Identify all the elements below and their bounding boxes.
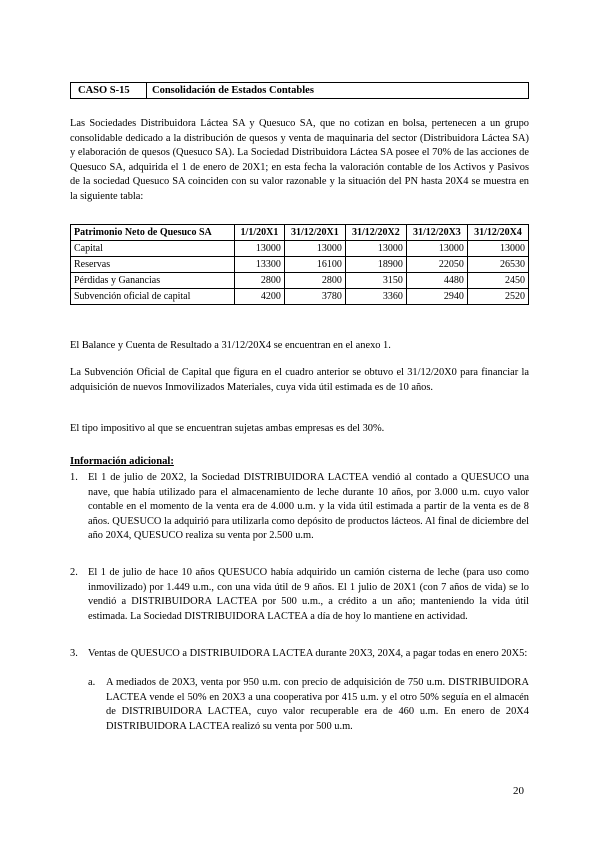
table-cell: 13000 <box>284 241 345 257</box>
table-cell: 13000 <box>235 241 285 257</box>
table-cell: 2800 <box>235 273 285 289</box>
table-cell: 2450 <box>467 273 528 289</box>
sub-list-item <box>88 676 529 734</box>
table-cell: Subvención oficial de capital <box>71 289 235 305</box>
table-cell: 2800 <box>284 273 345 289</box>
table-cell: 13000 <box>406 241 467 257</box>
table-cell: 13000 <box>345 241 406 257</box>
table-header: 31/12/20X3 <box>406 225 467 241</box>
list-marker: 3. <box>70 648 78 659</box>
table-cell: 3360 <box>345 289 406 305</box>
sub-list-marker: a. <box>88 677 96 688</box>
table-header-row <box>71 225 529 241</box>
table-row <box>71 241 529 257</box>
list-marker: 1. <box>70 472 78 483</box>
table-cell: 2520 <box>467 289 528 305</box>
table-row <box>71 289 529 305</box>
table-cell: 13000 <box>467 241 528 257</box>
additional-info-heading: Información adicional: <box>70 456 174 467</box>
case-title: Consolidación de Estados Contables <box>152 85 314 96</box>
tax-rate-paragraph: El tipo impositivo al que se encuentran sujetas ambas empresas es del 30%. <box>70 423 385 434</box>
subvencion-paragraph: La Subvención Oficial de Capital que figura en el cuadro anterior se obtuvo el 31/12/20X0 para financiar la adquisición de nuevos Inmovilizados Materiales, cuya vida útil estimada es de 10 años. <box>70 367 529 393</box>
table-header: 31/12/20X4 <box>467 225 528 241</box>
table-cell: 3780 <box>284 289 345 305</box>
table-cell: 3150 <box>345 273 406 289</box>
table-cell: 4480 <box>406 273 467 289</box>
list-item <box>70 566 529 624</box>
case-code: CASO S-15 <box>71 83 147 98</box>
table-cell: 22050 <box>406 257 467 273</box>
list-item-text: El 1 de julio de hace 10 años QUESUCO había adquirido un camión cisterna de leche (para uso como inmovilizado) por 1.449 u.m., con una vida útil de 9 años. El 1 julio de 20X1 (con 7 años de vida) se lo vendió a DISTRIBUIDORA LACTEA por 500 u.m., a crédito a un año; manteniendo la vida útil estimada. La Sociedad DISTRIBUIDORA LACTEA a día de hoy lo mantiene en actividad. <box>88 567 529 622</box>
page-number: 20 <box>513 785 524 797</box>
case-header <box>70 82 529 99</box>
list-item <box>70 647 529 662</box>
table-cell: 4200 <box>235 289 285 305</box>
table-header: 1/1/20X1 <box>235 225 285 241</box>
table-cell: Reservas <box>71 257 235 273</box>
list-item-text: Ventas de QUESUCO a DISTRIBUIDORA LACTEA durante 20X3, 20X4, a pagar todas en enero 20X5: <box>88 648 528 659</box>
table-cell: Pérdidas y Ganancias <box>71 273 235 289</box>
table-cell: Capital <box>71 241 235 257</box>
table-cell: 2940 <box>406 289 467 305</box>
sub-list-item-text: A mediados de 20X3, venta por 950 u.m. con precio de adquisición de 750 u.m. DISTRIBUIDORA LACTEA vende el 50% en 20X3 a una cooperativa por 415 u.m. y el otro 50% seguía en el almacén de DISTRIBUIDORA LACTEA, cuyo valor recuperable era de 460 u.m. En enero de 20X4 DISTRIBUIDORA LACTEA realizó su venta por 500 u.m. <box>106 677 529 732</box>
table-header: 31/12/20X2 <box>345 225 406 241</box>
table-header: 31/12/20X1 <box>284 225 345 241</box>
table-row <box>71 273 529 289</box>
balance-paragraph: El Balance y Cuenta de Resultado a 31/12/20X4 se encuentran en el anexo 1. <box>70 340 391 351</box>
list-marker: 2. <box>70 567 78 578</box>
list-item <box>70 471 529 544</box>
intro-paragraph: Las Sociedades Distribuidora Láctea SA y Quesuco SA, que no cotizan en bolsa, pertenecen a un grupo consolidable dedicado a la distribución de quesos y venta de maquinaria del sector (Distribuidora Láctea SA) y elaboración de quesos (Quesuco SA). La Sociedad Distribuidora Láctea SA posee el 70% de las acciones de Quesuco SA, adquirida el 1 de enero de 20X1; en esta fecha la valoración contable de los Activos y Pasivos de la sociedad Quesuco SA coinciden con su valor razonable y la situación del PN hasta 20X4 se muestra en la siguiente tabla: <box>70 118 529 202</box>
table-header: Patrimonio Neto de Quesuco SA <box>71 225 235 241</box>
table-cell: 16100 <box>284 257 345 273</box>
list-item-text: El 1 de julio de 20X2, la Sociedad DISTRIBUIDORA LACTEA vendió al contado a QUESUCO una nave, que había utilizado para el almacenamiento de leche durante 10 años, por 3.000 u.m. cuyo valor contable en el momento de la venta era de 4.000 u.m. y la vida útil estimada a partir de la venta es de 8 años. QUESUCO la adquirió para utilizarla como depósito de productos lácteos. Al final de diciembre del año 20X4, QUESUCO realiza su venta por 2.500 u.m. <box>88 472 529 542</box>
table-row <box>71 257 529 273</box>
table-cell: 13300 <box>235 257 285 273</box>
equity-table <box>70 224 529 305</box>
table-cell: 18900 <box>345 257 406 273</box>
table-cell: 26530 <box>467 257 528 273</box>
